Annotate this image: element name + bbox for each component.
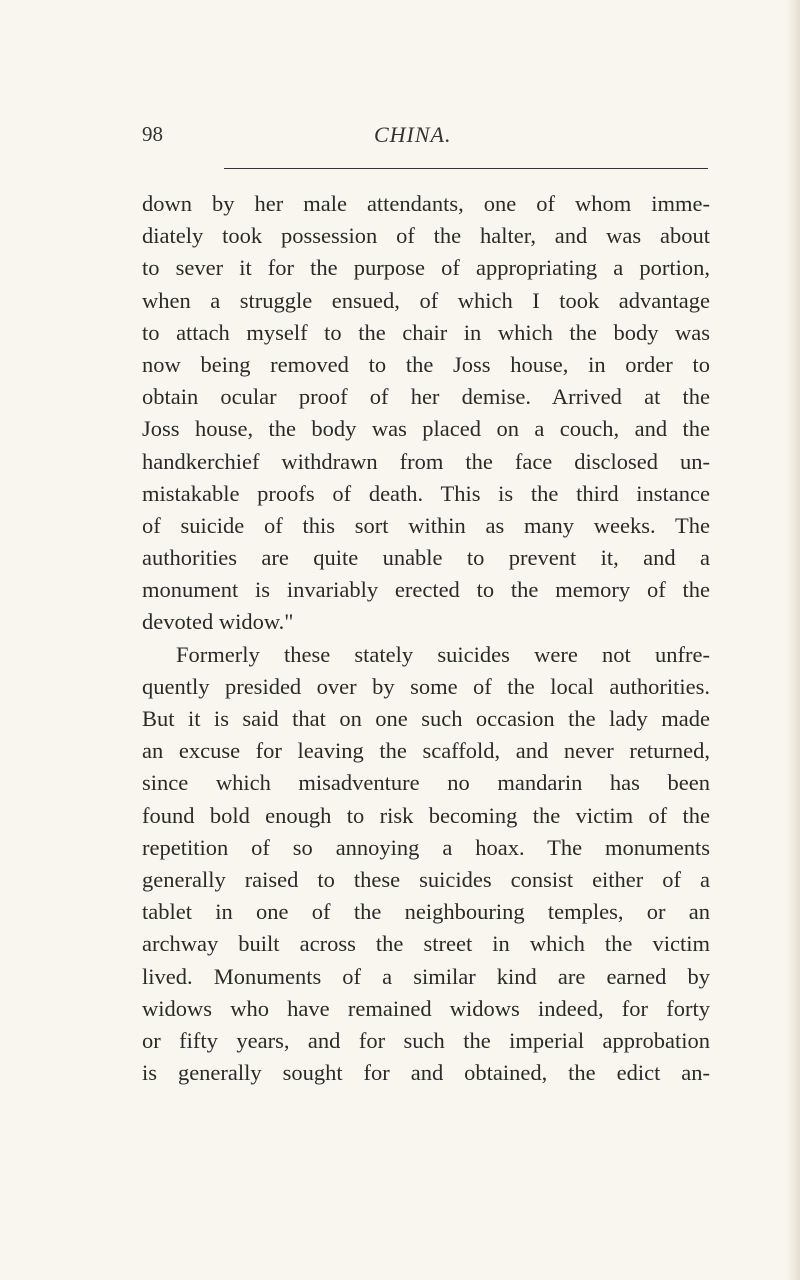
text-line: quently presided over by some of the local authorities. (142, 673, 710, 699)
text-line: down by her male attendants, one of whom imme- (142, 191, 710, 216)
text-line: since which misadventure no mandarin has been (142, 770, 710, 796)
text-line: widows who have remained widows indeed, for forty (142, 995, 710, 1021)
text-line: now being removed to the Joss house, in order to (142, 351, 710, 377)
body-text (142, 188, 710, 1089)
text-line: Joss house, the body was placed on a couch, and the (142, 416, 710, 442)
text-line: lived. Monuments of a similar kind are earned by (142, 963, 710, 989)
text-line: Formerly these stately suicides were not unfre- (176, 641, 710, 667)
text-line: But it is said that on one such occasion the lady made (142, 706, 710, 731)
text-line: diately took possession of the halter, and was about (142, 223, 710, 249)
running-head: CHINA. (374, 122, 452, 147)
page-edge (786, 0, 800, 1280)
text-line: when a struggle ensued, of which I took advantage (142, 287, 710, 313)
text-line: of suicide of this sort within as many weeks. The (142, 512, 710, 538)
text-line: monument is invariably erected to the memory of the (142, 577, 710, 603)
text-line: tablet in one of the neighbouring temples, or an (142, 899, 710, 925)
text-line: or fifty years, and for such the imperial approbation (142, 1027, 710, 1053)
text-line: generally raised to these suicides consist either of a (142, 866, 710, 892)
page-number: 98 (142, 122, 163, 146)
text-line: found bold enough to risk becoming the victim of the (142, 802, 710, 828)
header-rule (224, 168, 708, 169)
text-line: obtain ocular proof of her demise. Arrived at the (142, 384, 710, 410)
text-line: an excuse for leaving the scaffold, and never returned, (142, 738, 710, 764)
text-line: to sever it for the purpose of appropriating a portion, (142, 255, 710, 281)
text-line: devoted widow." (142, 609, 294, 635)
page-header (142, 122, 708, 154)
text-line: authorities are quite unable to prevent it, and a (142, 545, 710, 571)
text-line: mistakable proofs of death. This is the third instance (142, 480, 710, 506)
text-line: archway built across the street in which the victim (142, 931, 710, 957)
text-line: to attach myself to the chair in which the body was (142, 319, 710, 345)
text-line: repetition of so annoying a hoax. The monuments (142, 834, 710, 860)
text-line: is generally sought for and obtained, the edict an- (142, 1060, 710, 1086)
text-line: handkerchief withdrawn from the face disclosed un- (142, 448, 710, 474)
